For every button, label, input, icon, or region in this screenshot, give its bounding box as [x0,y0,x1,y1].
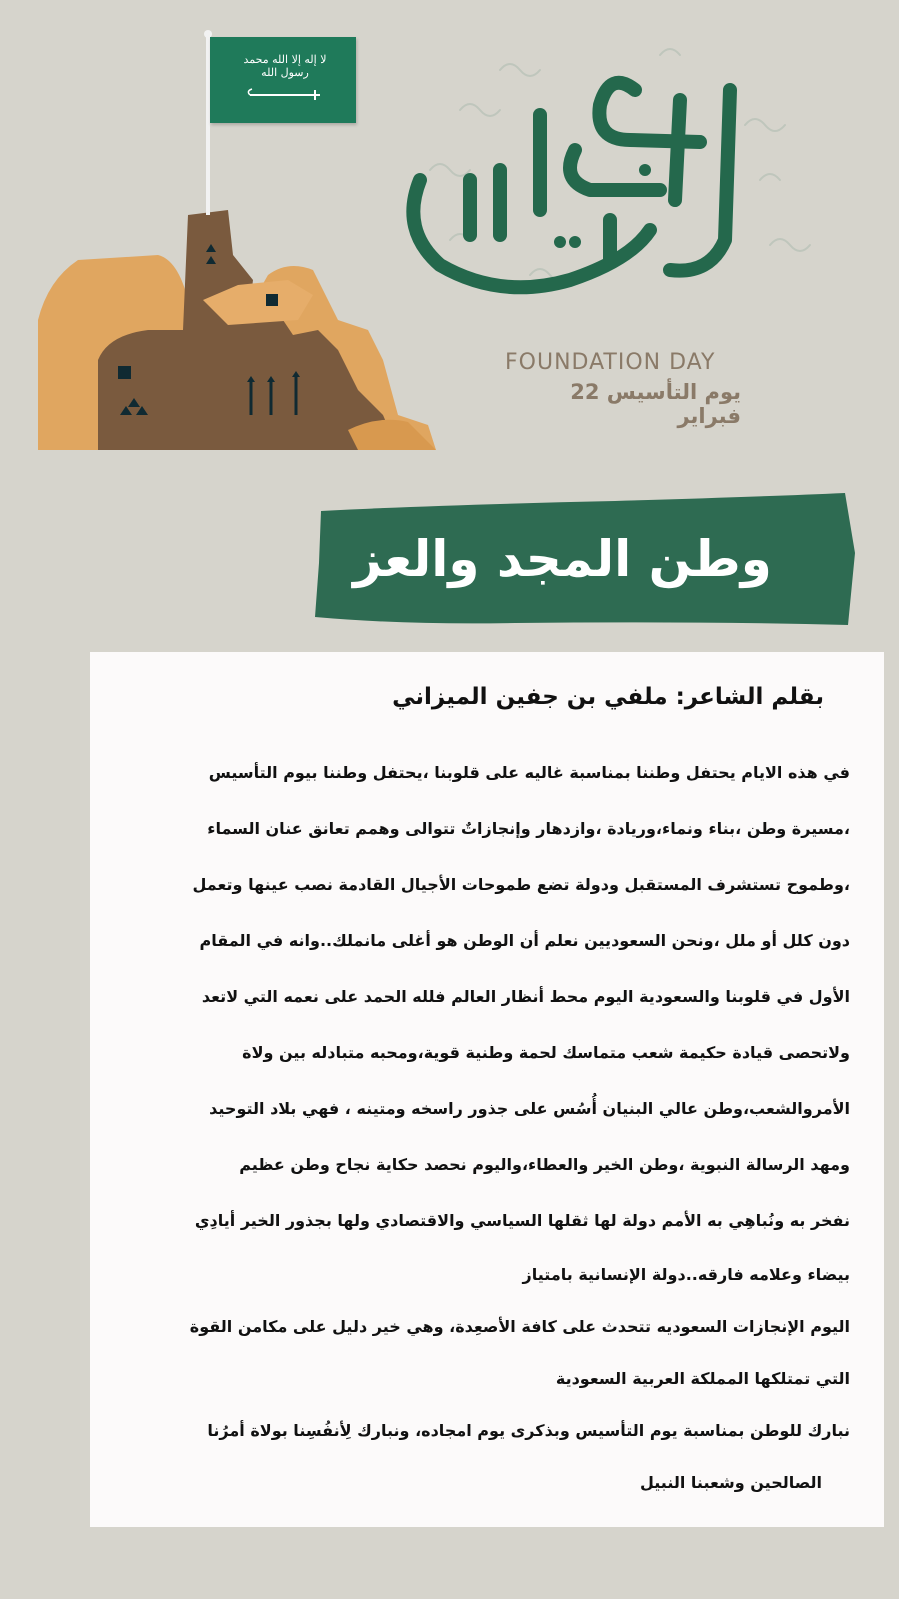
article-line: ومهد الرسالة النبوية ،وطن الخير والعطاء،واليوم نحصد حكاية نجاح وطن عظيم [239,1155,850,1174]
flag-shahada: لا إله إلا الله محمد رسول الله [243,53,327,79]
foundation-day-arabic: يوم التأسيس 22 فبراير [570,380,741,428]
foundation-day-english: FOUNDATION DAY [505,350,716,375]
article-line: اليوم الإنجازات السعوديه تتحدث على كافة الأصعِدة، وهي خير دليل على مكامن القوة [189,1317,850,1336]
saudi-flag [210,37,356,123]
article-line: التي تمتلكها المملكة العربية السعودية [555,1369,850,1388]
article-byline: بقلم الشاعر: ملفي بن جفين الميزاني [392,684,824,710]
fort-illustration [38,30,438,460]
article-line: ،وطموح تستشرف المستقبل ودولة تضع طموحات الأجيال القادمة نصب عينها وتعمل [192,875,850,894]
article-line: الأمروالشعب،وطن عالي البنيان أُسُس على جذور راسخه ومتينه ، فهي بلاد التوحيد [209,1099,850,1118]
article-card [90,652,884,1527]
article-line: بيضاء وعلامه فارقه..دولة الإنسانية بامتياز [522,1265,850,1284]
calligraphy-title [400,30,830,330]
article-line: نفخر به ونُباهِي به الأمم دولة لها ثقلها السياسي والاقتصادي ولها بجذور الخير أيادِي [194,1211,850,1230]
article-line: ولاتحصى قيادة حكيمة شعب متماسك لحمة وطنية قوية،ومحبه متبادله بين ولاة [242,1043,850,1062]
article-body [118,745,850,1509]
banner-title: وطن المجد والعز [353,530,772,588]
article-line: دون كلل أو ملل ،ونحن السعوديين نعلم أن الوطن هو أغلى مانملك..وانه في المقام [199,931,850,950]
article-line: في هذه الايام يحتفل وطننا بمناسبة غاليه على قلوبنا ،يحتفل وطننا بيوم التأسيس [208,763,850,782]
article-line: الصالحين وشعبنا النبيل [639,1473,822,1492]
article-line: الأول في قلوبنا والسعودية اليوم محط أنظار العالم فلله الحمد على نعمه التي لاتعد [201,987,850,1006]
title-banner [315,493,860,625]
article-line: نبارك للوطن بمناسبة يوم التأسيس وبذكرى يوم امجاده، ونبارك لِأنفُسِنا بولاة أمرُنا [207,1421,850,1440]
article-line: ،مسيرة وطن ،بناء ونماء،وريادة ،وازدهار وإنجازاتٌ تتوالى وهمم تعانق عنان السماء [207,819,850,838]
sword-icon [210,37,356,123]
